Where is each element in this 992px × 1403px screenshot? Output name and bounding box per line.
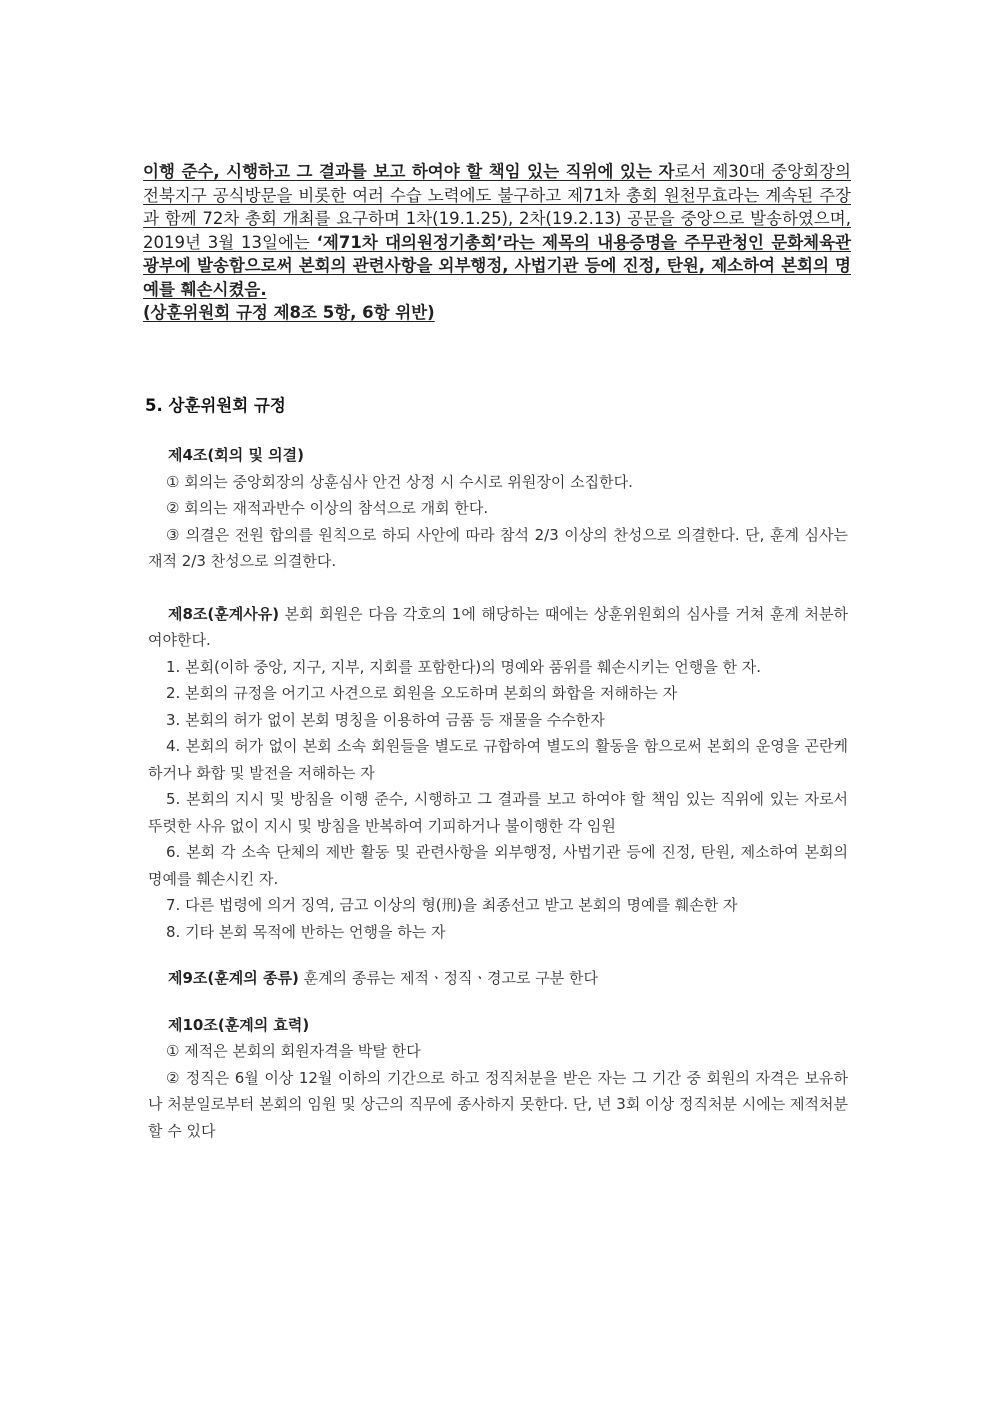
article-8-item: 2. 본회의 규정을 어기고 사견으로 회원을 오도하며 본회의 화합을 저해하는 자 <box>166 684 678 702</box>
article-8-item: 6. 본회 각 소속 단체의 제반 활동 및 관련사항을 외부행정, 사법기관 등에 진정, 탄원, 제소하여 본회의 명예를 훼손시킨 자. <box>148 843 848 888</box>
article-8-item: 7. 다른 법령에 의거 징역, 금고 이상의 형(刑)을 최종선고 받고 본회의 명예를 훼손한 자 <box>166 896 738 914</box>
article-8-lead: 본회 회원은 다음 각호의 1에 해당하는 때에는 상훈위원회의 심사를 거쳐 훈계 처분하여야한다. <box>148 604 848 649</box>
article-9-title: 제9조(훈계의 종류) <box>168 969 299 987</box>
summary-emphasis-1: 이행 준수, 시행하고 그 결과를 보고 하여야 할 책임 있는 직위에 있는 자 <box>143 162 675 181</box>
article-4-item: ③ 의결은 전원 합의를 원칙으로 하되 사안에 따라 참석 2/3 이상의 찬성으로 의결한다. 단, 훈계 심사는 재적 2/3 찬성으로 의결한다. <box>148 525 848 570</box>
article-9-text: 훈계의 종류는 제적ㆍ정직ㆍ경고로 구분 한다 <box>298 969 598 987</box>
article-8-title: 제8조(훈계사유) <box>168 604 280 623</box>
article-9-paragraph <box>148 965 848 992</box>
article-10-item: ② 정직은 6월 이상 12월 이하의 기간으로 하고 정직처분을 받은 자는 그 기간 중 회원의 자격은 보유하나 처분일로부터 본회의 임원 및 상근의 직무에 종사하지 못한다. 단, 년 3회 이상 정직처분 시에는 제적처분 할 수 있다 <box>148 1068 848 1140</box>
article-4-title: 제4조(회의 및 의결) <box>168 446 305 464</box>
summary-body: 로서 제30대 중앙회장의 전북지구 공식방문을 비롯한 여러 수습 노력에도 불구하고 제71차 총회 원천무효라는 계속된 주장과 함께 72차 총회 개최를 요구하며 1차(19.1.25), 2차(19.2.13) 공문을 중앙으로 발송하였으며, 2019년 3월 13일에는 <box>143 162 851 252</box>
summary-emphasis-2: ‘제71차 대의원정기총회’라는 제목의 내용증명을 주무관청인 문화체육관광부에 발송함으로써 본회의 관련사항을 외부행정, 사법기관 등에 진정, 탄원, 제소하여 본회의 명예를 훼손시켰음. <box>143 232 851 299</box>
article-8-item: 5. 본회의 지시 및 방침을 이행 준수, 시행하고 그 결과를 보고 하여야 할 책임 있는 직위에 있는 자로서 뚜렷한 사유 없이 지시 및 방침을 반복하여 기피하거나 불이행한 각 임원 <box>148 790 848 835</box>
article-4-item: ① 회의는 중앙회장의 상훈심사 안건 상정 시 수시로 위원장이 소집한다. <box>166 472 633 491</box>
article-10-title: 제10조(훈계의 효력) <box>168 1015 310 1034</box>
section-title: 5. 상훈위원회 규정 <box>145 396 286 415</box>
article-8-paragraph <box>148 601 848 654</box>
article-8-item: 1. 본회(이하 중앙, 지구, 지부, 지회를 포함한다)의 명예와 품위를 훼손시키는 언행을 한 자. <box>166 657 761 676</box>
article-4-item: ② 회의는 재적과반수 이상의 참석으로 개회 한다. <box>166 499 489 517</box>
article-8-item: 8. 기타 본회 목적에 반하는 언행을 하는 자 <box>166 922 446 941</box>
article-10-item: ① 제적은 본회의 회원자격을 박탈 한다 <box>166 1042 421 1060</box>
spacer <box>148 945 848 965</box>
spacer <box>148 575 848 601</box>
spacer <box>148 992 848 1012</box>
violation-summary <box>143 160 851 325</box>
article-8-item: 3. 본회의 허가 없이 본회 명칭을 이용하여 금품 등 재물을 수수한자 <box>166 710 605 729</box>
article-8-item: 4. 본회의 허가 없이 본회 소속 회원들을 별도로 규합하여 별도의 활동을 함으로써 본회의 운영을 곤란케 하거나 화합 및 발전을 저해하는 자 <box>148 737 848 782</box>
summary-citation: (상훈위원회 규정 제8조 5항, 6항 위반) <box>143 303 435 322</box>
regulation-text <box>148 442 848 1144</box>
